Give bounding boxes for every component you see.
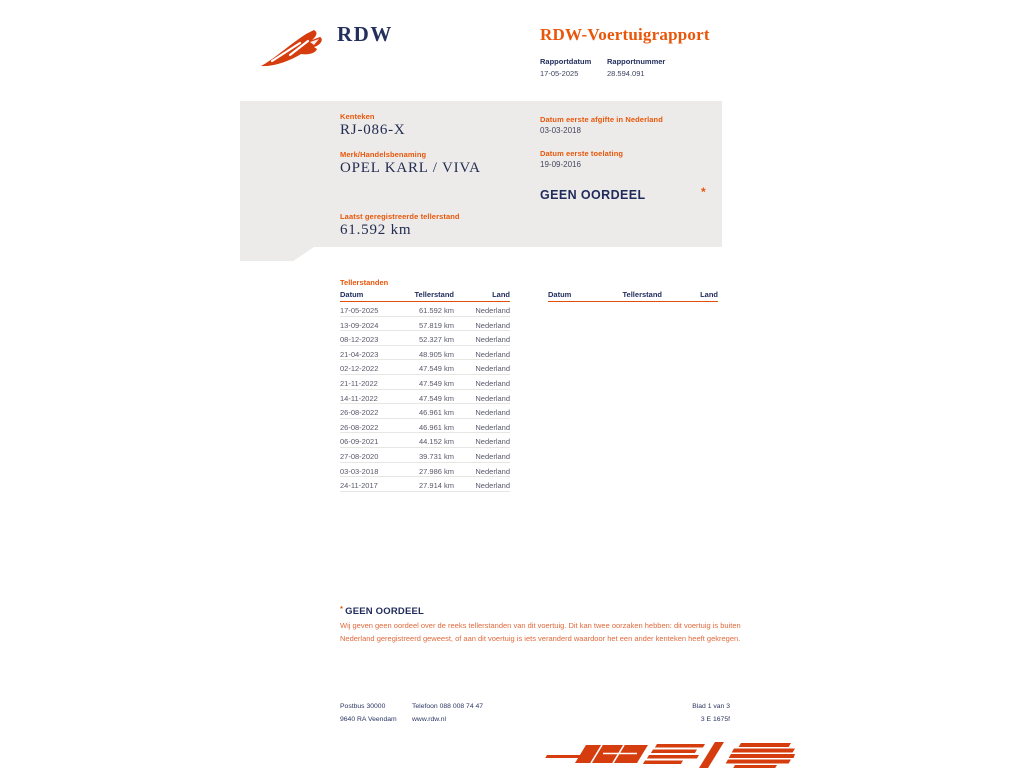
table-row [340, 360, 510, 375]
rdw-bird-icon [256, 26, 334, 72]
rdw-logo-wordmark: RDW [337, 22, 393, 46]
kenteken-label: Kenteken [340, 112, 375, 121]
cell-land: Nederland [475, 408, 510, 418]
cell-tellerstand: 47.549 km [418, 393, 454, 403]
toelating-label: Datum eerste toelating [540, 149, 624, 158]
rdw-stripes-icon [545, 739, 795, 769]
footer-website-link[interactable]: www.rdw.nl [412, 716, 446, 723]
cell-land: Nederland [475, 306, 510, 315]
cell-datum: 21-04-2023 [340, 349, 379, 359]
toelating-value: 19-09-2016 [540, 160, 581, 169]
document-title: RDW-Voertuigrapport [540, 25, 710, 44]
table-row [340, 463, 510, 478]
cell-datum: 08-12-2023 [340, 335, 379, 345]
cell-datum: 21-11-2022 [340, 378, 378, 388]
footer-phone: Telefoon 088 008 74 47 [412, 703, 484, 710]
cell-datum: 26-08-2022 [340, 408, 379, 418]
tellerstanden-section-title: Tellerstanden [340, 278, 389, 287]
table-row [340, 317, 510, 332]
afgifte-value: 03-03-2018 [540, 126, 581, 135]
column-header-datum: Datum [548, 290, 572, 299]
cell-datum: 26-08-2022 [340, 422, 379, 432]
footer-contact [412, 700, 483, 726]
cell-land: Nederland [475, 481, 510, 491]
table-row [340, 390, 510, 405]
column-header-land: Land [492, 290, 510, 299]
cell-tellerstand: 39.731 km [418, 451, 454, 461]
cell-datum: 02-12-2022 [340, 364, 379, 374]
table-row [340, 302, 510, 317]
report-date-value: 17-05-2025 [540, 69, 579, 78]
tellerstand-label: Laatst geregistreerde tellerstand [340, 212, 460, 221]
merk-value: OPEL KARL / VIVA [340, 160, 481, 176]
column-header-datum: Datum [340, 290, 364, 299]
cell-tellerstand: 47.549 km [418, 364, 454, 374]
tellerstand-value: 61.592 km [340, 222, 412, 238]
cell-datum: 17-05-2025 [340, 306, 379, 315]
cell-datum: 03-03-2018 [340, 466, 379, 476]
cell-tellerstand: 52.327 km [418, 335, 454, 345]
cell-land: Nederland [475, 451, 510, 461]
table-row [340, 404, 510, 419]
kenteken-value: RJ-086-X [340, 122, 406, 138]
cell-tellerstand: 48.905 km [418, 349, 454, 359]
footer-form-code: 3 E 1675f [700, 716, 730, 723]
footer-page-info [640, 700, 730, 726]
cell-datum: 14-11-2022 [340, 393, 378, 403]
footnote-heading [340, 604, 424, 617]
cell-land: Nederland [475, 378, 510, 388]
cell-tellerstand: 61.592 km [418, 306, 454, 315]
cell-land: Nederland [475, 393, 510, 403]
table-header [548, 290, 718, 302]
cell-datum: 06-09-2021 [340, 437, 379, 447]
cell-datum: 27-08-2020 [340, 451, 379, 461]
footnote-asterisk: * [340, 604, 344, 613]
report-date-label: Rapportdatum [540, 57, 592, 66]
cell-datum: 24-11-2017 [340, 481, 378, 491]
afgifte-label: Datum eerste afgifte in Nederland [540, 115, 663, 124]
vehicle-summary-box [240, 101, 722, 247]
oordeel-status: GEEN OORDEEL [540, 188, 646, 202]
cell-tellerstand: 44.152 km [418, 437, 454, 447]
summary-box-tail [240, 247, 314, 261]
cell-land: Nederland [475, 320, 510, 330]
table-row [340, 419, 510, 434]
cell-tellerstand: 47.549 km [418, 378, 454, 388]
table-row [340, 331, 510, 346]
footer-page-indicator: Blad 1 van 3 [692, 703, 730, 710]
cell-tellerstand: 57.819 km [418, 320, 454, 330]
report-number-value: 28.594.091 [607, 69, 645, 78]
cell-tellerstand: 27.914 km [418, 481, 454, 491]
footer-city: 9640 RA Veendam [340, 716, 397, 723]
footnote-title: GEEN OORDEEL [345, 606, 425, 617]
footnote-text: Wij geven geen oordeel over de reeks tellerstanden van dit voertuig. Dit kan twee oorzaken hebben: dit voertuig is buiten Nederland geregistreerd geweest, of aan dit voertuig is iets veranderd waardoor het een ander kenteken heeft gekregen. [340, 621, 741, 643]
meter-table-right [548, 290, 718, 302]
table-header [340, 290, 510, 302]
cell-land: Nederland [475, 466, 510, 476]
cell-datum: 13-09-2024 [340, 320, 379, 330]
table-row [340, 433, 510, 448]
cell-tellerstand: 27.986 km [418, 466, 454, 476]
table-row [340, 448, 510, 463]
cell-land: Nederland [475, 437, 510, 447]
table-row [340, 477, 510, 492]
cell-tellerstand: 46.961 km [418, 422, 454, 432]
column-header-tellerstand: Tellerstand [622, 290, 662, 299]
report-number-label: Rapportnummer [607, 57, 666, 66]
cell-land: Nederland [475, 422, 510, 432]
column-header-land: Land [700, 290, 718, 299]
footer-address [340, 700, 397, 726]
table-row [340, 346, 510, 361]
footer-postbus: Postbus 30000 [340, 703, 386, 710]
cell-tellerstand: 46.961 km [418, 408, 454, 418]
table-row [340, 375, 510, 390]
column-header-tellerstand: Tellerstand [414, 290, 454, 299]
oordeel-asterisk: * [701, 185, 706, 199]
meter-table-left [340, 290, 510, 492]
cell-land: Nederland [475, 349, 510, 359]
merk-label: Merk/Handelsbenaming [340, 150, 427, 159]
cell-land: Nederland [475, 335, 510, 345]
cell-land: Nederland [475, 364, 510, 374]
